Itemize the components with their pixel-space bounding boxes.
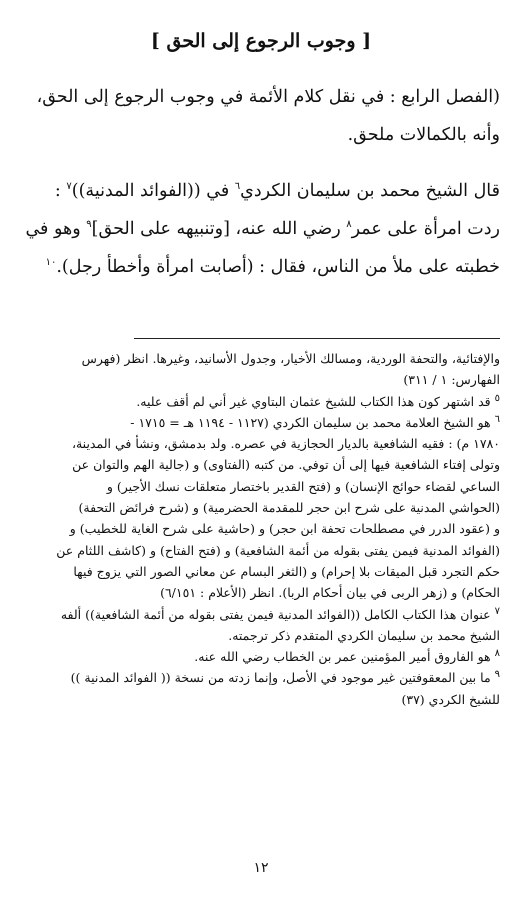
text-segment: في ((الفوائد المدنية)): [71, 181, 230, 201]
text-segment: :: [54, 181, 61, 201]
footnote-number: ٨: [494, 648, 500, 659]
footnote-line: الحكام) و (زهر الربى في بيان أحكام الربا). انظر (الأعلام : ٦/١٥١): [160, 585, 500, 601]
footnote-line: ١٧٨٠ م) : فقيه الشافعية بالديار الحجازية في عصره. ولد بدمشق، ونشأ في المدينة،: [71, 436, 500, 452]
footnote-divider: [134, 338, 500, 339]
footnote-line: الفهارس: ١ / ٣١١): [403, 372, 500, 388]
footnote-ref-6: ٦: [234, 181, 241, 193]
footnote-line: قد اشتهر كون هذا الكتاب للشيخ عثمان البتاوي غير أني لم أقف عليه.: [136, 393, 491, 409]
text-segment: خطبته على ملأ من الناس، فقال : (أصابت امرأة وأخطأ رجل).: [56, 257, 500, 277]
footnote-line: والإفتائية، والتحفة الوردية، ومسالك الأخيار، وجدول الأسانيد، وغيرها. انظر (فهرس: [81, 351, 500, 366]
footnote-ref-9: ٩: [86, 219, 92, 231]
footnote-8: [22, 646, 500, 667]
text-segment: قال الشيخ محمد بن سليمان الكردي: [240, 181, 500, 201]
text-line: (الفصل الرابع : في نقل كلام الأئمة في وجوب الرجوع إلى الحق،: [36, 87, 500, 107]
main-text: [22, 78, 500, 286]
footnote-7: [22, 604, 500, 647]
footnote-ref-8: ٨: [346, 219, 352, 231]
text-segment: وهو في: [25, 219, 81, 239]
footnote-number: ٥: [494, 392, 500, 404]
footnote-line: حكم التجرد قبل الميقات بلا إحرام) و (الثغر البسام عن معاني الصور التي يزوج فيها: [73, 563, 500, 579]
paragraph-chapter-title: [22, 78, 500, 154]
footnote-ref-7: ٧: [66, 181, 72, 193]
footnote-line: عنوان هذا الكتاب الكامل ((الفوائد المدنية فيمن يفتى بقوله من أئمة الشافعية)) ألفه: [60, 606, 491, 622]
footnote-line: الساعي لقضاء حوائج الإنسان) و (فتح القدير باختصار متعلقات نسك الأجير) و: [106, 478, 500, 494]
footnote-line: ما بين المعقوفتين غير موجود في الأصل، وإنما زدته من نسخة (( الفوائد المدنية )): [70, 670, 491, 686]
footnote-number: ٧: [494, 605, 500, 617]
section-heading: [ وجوب الرجوع إلى الحق ]: [150, 30, 372, 52]
text-line: وأنه بالكمالات ملحق.: [347, 125, 500, 145]
footnote-number: ٩: [494, 669, 500, 681]
footnote-6: [22, 412, 500, 604]
page-number: ١٢: [253, 860, 269, 876]
text-segment: ردت امرأة على عمر: [351, 219, 500, 239]
footnote-ref-10: ١٠: [45, 257, 57, 269]
footnote-9: [22, 667, 500, 710]
footnote-line: (الحواشي المدنية على شرح ابن حجر للمقدمة الحضرمية) و (شرح فرائض التحفة): [78, 500, 500, 516]
footnote-line: و (عقود الدرر في مصطلحات تحفة ابن حجر) و (حاشية على شرح الغاية للخطيب) و: [69, 521, 500, 537]
footnote-line: هو الفاروق أمير المؤمنين عمر بن الخطاب رضي الله عنه.: [194, 649, 491, 665]
footnote-line: وتولى إفتاء الشافعية فيها إلى أن توفي. من كتبه (الفتاوى) و (جالية الهم والتوان عن: [72, 457, 500, 473]
footnotes-block: [22, 348, 500, 710]
footnote-continuation: [22, 348, 500, 391]
footnote-line: الشيخ محمد بن سليمان الكردي المتقدم ذكر ترجمته.: [228, 627, 500, 643]
paragraph-quote: [22, 172, 500, 286]
text-segment: رضي الله عنه، [وتنبيهه على الحق]: [91, 219, 341, 239]
footnote-line: للشيخ الكردي (٣٧): [401, 691, 500, 707]
footnote-5: [22, 391, 500, 412]
footnote-line: (الفوائد المدنية فيمن يفتى بقوله من أئمة الشافعية) و (فتح الفتاح) و (كاشف اللثام عن: [56, 542, 500, 558]
footnote-line: هو الشيخ العلامة محمد بن سليمان الكردي (١١٢٧ - ١١٩٤ هـ = ١٧١٥ -: [130, 414, 491, 430]
footnote-number: ٦: [494, 413, 500, 425]
